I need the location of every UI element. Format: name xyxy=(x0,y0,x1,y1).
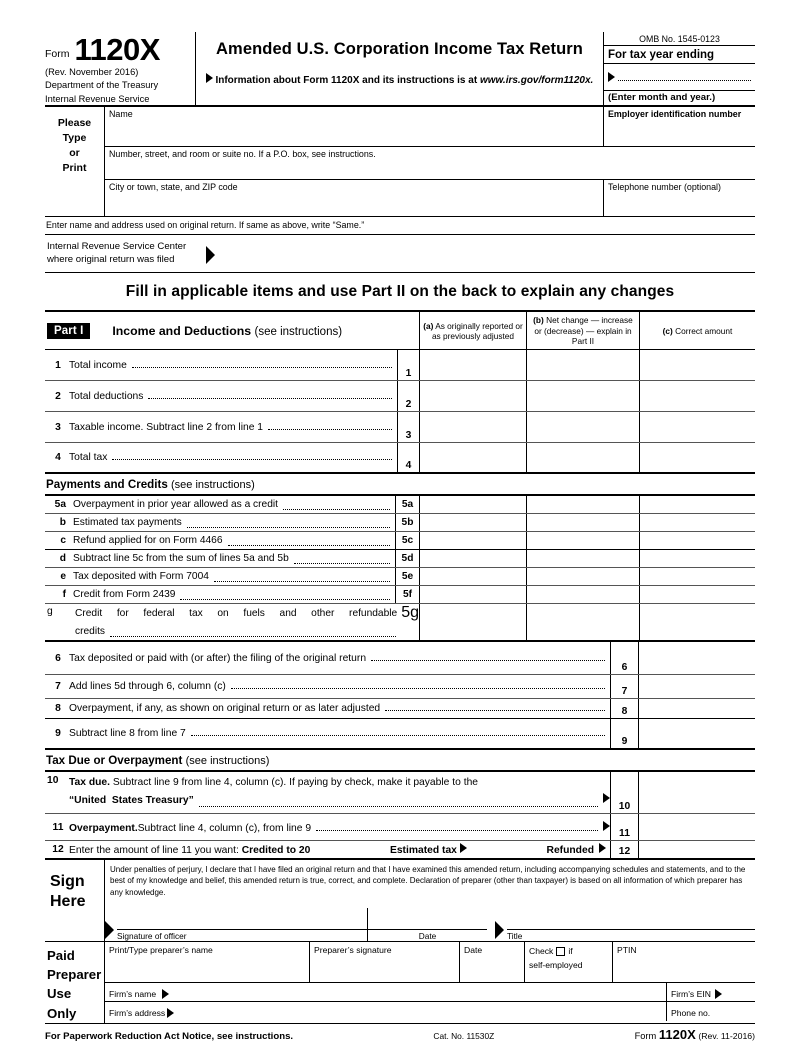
taxdue-title-note: (see instructions) xyxy=(185,755,270,768)
signature-row xyxy=(105,903,755,941)
line-5a-amount-c[interactable] xyxy=(639,496,755,513)
dot-leader xyxy=(371,660,605,661)
line-2-box: 2 xyxy=(397,381,419,411)
line-8-desc: Overpayment, if any, as shown on original return or as later adjusted xyxy=(69,703,381,715)
name-field[interactable]: Name xyxy=(109,108,133,119)
line-5d-desc: Subtract line 5c from the sum of lines 5a and 5b xyxy=(73,553,289,565)
table-row[interactable] xyxy=(45,350,755,381)
name-ein-row xyxy=(105,107,755,147)
line-5d-amount-b[interactable] xyxy=(526,550,639,567)
title-rule xyxy=(507,908,755,930)
ptin-field[interactable]: PTIN xyxy=(617,945,637,956)
line-5e-amount-c[interactable] xyxy=(639,568,755,585)
line-5g-amount-b[interactable] xyxy=(526,604,639,640)
irs-url-link[interactable]: www.irs.gov/form1120x. xyxy=(479,75,594,86)
paid-preparer-label xyxy=(45,942,105,1023)
dot-leader xyxy=(132,367,392,368)
table-row[interactable] xyxy=(45,443,755,474)
line-5a-amount-b[interactable] xyxy=(526,496,639,513)
right-triangle-icon xyxy=(105,921,114,939)
line-5a-desc: Overpayment in prior year allowed as a credit xyxy=(73,499,278,511)
line-5a-box: 5a xyxy=(395,496,419,513)
firm-address-label: Firm’s address xyxy=(109,1008,166,1019)
self-employed-label: self-employed xyxy=(529,959,583,970)
table-row[interactable] xyxy=(45,604,755,642)
line-5b-number: b xyxy=(59,517,66,529)
right-triangle-icon xyxy=(715,989,722,999)
table-row[interactable] xyxy=(45,412,755,443)
line-12-text: Enter the amount of line 11 you want: xyxy=(69,845,242,857)
firm-name-label: Firm’s name xyxy=(109,988,157,999)
line-4-amount-b[interactable] xyxy=(526,443,639,472)
line-5b-box: 5b xyxy=(395,514,419,531)
col-c-tag: (c) xyxy=(662,325,673,336)
line-10-number: 10 xyxy=(47,775,59,787)
table-row[interactable] xyxy=(45,586,755,604)
line-11-text: Subtract line 4, column (c), from line 9 xyxy=(137,822,312,834)
preparer-date-field[interactable]: Date xyxy=(460,942,525,982)
dept-treasury-line: Department of the Treasury xyxy=(45,80,159,91)
footer-form-word: Form xyxy=(634,1030,657,1041)
form-footer xyxy=(45,1024,755,1042)
right-triangle-icon xyxy=(206,73,213,83)
part1-lines xyxy=(45,350,755,474)
irs-line: Internal Revenue Service xyxy=(45,93,150,104)
line-9-number: 9 xyxy=(55,728,61,740)
original-return-note: Enter name and address used on original return. If same as above, write “Same.” xyxy=(46,219,365,230)
line-5f-amount-b[interactable] xyxy=(526,586,639,603)
line-2-amount-a[interactable] xyxy=(419,381,526,411)
print-label: Print xyxy=(62,162,87,175)
footer-form-number: 1120X xyxy=(658,1026,696,1042)
omb-block xyxy=(603,32,755,105)
irs-center-block[interactable] xyxy=(45,234,755,273)
dot-leader xyxy=(294,563,390,564)
line-1-amount-a[interactable] xyxy=(419,350,526,380)
form-number: 1120X xyxy=(74,32,160,67)
catalog-number: Cat. No. 11530Z xyxy=(433,1030,495,1041)
line-7-box: 7 xyxy=(610,675,638,698)
tax-year-ending-field[interactable] xyxy=(604,64,755,91)
table-row[interactable] xyxy=(45,642,755,675)
line-10-text: Subtract line 9 from line 4, column (c). If paying by check, make it payable to the xyxy=(110,777,479,789)
sign-here-label xyxy=(45,860,105,941)
name-address-block xyxy=(45,107,755,217)
right-triangle-icon xyxy=(206,246,215,264)
line-3-amount-c[interactable] xyxy=(639,412,755,442)
street-row xyxy=(105,147,755,180)
signature-of-officer-field[interactable] xyxy=(117,908,367,941)
dot-leader xyxy=(228,545,390,546)
dot-leader xyxy=(148,398,392,399)
line-1-box: 1 xyxy=(397,350,419,380)
signature-rule xyxy=(117,908,367,930)
line-3-box: 3 xyxy=(397,412,419,442)
dot-leader xyxy=(110,636,396,637)
enter-month-year-label: (Enter month and year.) xyxy=(608,91,716,103)
form-revision: (Rev. November 2016) xyxy=(45,67,139,77)
footer-revision: (Rev. 11-2016) xyxy=(698,1030,755,1041)
part1-chip: Part I xyxy=(47,323,90,339)
line-5c-number: c xyxy=(60,535,66,547)
right-triangle-icon xyxy=(599,843,606,853)
line-2-number: 2 xyxy=(55,390,61,402)
line-3-desc: Taxable income. Subtract line 2 from line 1 xyxy=(69,421,264,433)
part1-title-cell xyxy=(45,312,411,349)
phone-no-field[interactable]: Phone no. xyxy=(671,1008,711,1019)
line-5d-amount-c[interactable] xyxy=(639,550,755,567)
line-10-box: 10 xyxy=(610,772,638,813)
dot-leader xyxy=(199,806,598,807)
line-12-amount[interactable] xyxy=(638,841,755,858)
line-1-desc: Total income xyxy=(69,359,127,371)
line-5d-number: d xyxy=(59,553,66,565)
line-8-number: 8 xyxy=(55,703,61,715)
form-info-line xyxy=(196,73,603,86)
right-triangle-icon xyxy=(608,72,615,82)
line-7-amount[interactable] xyxy=(638,675,755,698)
column-header-b xyxy=(526,312,639,349)
line-4-amount-a[interactable] xyxy=(419,443,526,472)
line-2-desc: Total deductions xyxy=(69,390,144,402)
table-row[interactable] xyxy=(45,568,755,586)
line-5f-box: 5f xyxy=(395,586,419,603)
part1-title-text: Income and Deductions xyxy=(112,323,252,338)
table-row[interactable] xyxy=(45,772,755,814)
line-10-treasury: “United States Treasury” xyxy=(69,795,194,807)
line-5b-desc: Estimated tax payments xyxy=(73,517,182,529)
line-5g-amount-c[interactable] xyxy=(639,604,755,640)
line-5c-amount-a[interactable] xyxy=(419,532,526,549)
checkbox-icon[interactable] xyxy=(556,947,565,956)
signature-title-field[interactable] xyxy=(507,908,755,941)
line-5g-box: 5g xyxy=(401,604,419,622)
taxdue-title-text: Tax Due or Overpayment xyxy=(46,754,183,768)
tax-year-dotted-fill xyxy=(618,72,751,81)
signature-date-label: Date xyxy=(418,931,437,942)
line-5b-amount-c[interactable] xyxy=(639,514,755,531)
table-row[interactable] xyxy=(45,719,755,750)
paid-preparer-fields xyxy=(105,942,755,1023)
preparer-name-field[interactable]: Print/Type preparer’s name xyxy=(105,942,310,982)
table-row[interactable] xyxy=(45,699,755,719)
preparer-label-line2: Preparer xyxy=(47,967,102,983)
line-5d-box: 5d xyxy=(395,550,419,567)
dot-leader xyxy=(231,688,605,689)
taxdue-lines xyxy=(45,770,755,859)
irs-center-line2: where original return was filed xyxy=(47,254,175,266)
line-5g-desc-2: credits xyxy=(75,625,106,637)
table-row[interactable] xyxy=(45,496,755,514)
line-3-amount-a[interactable] xyxy=(419,412,526,442)
telephone-field[interactable]: Telephone number (optional) xyxy=(603,180,755,216)
table-row[interactable] xyxy=(45,514,755,532)
line-5b-amount-b[interactable] xyxy=(526,514,639,531)
date-rule xyxy=(368,908,487,930)
sign-here-block xyxy=(45,859,755,942)
line-12-estimated-tax[interactable]: Estimated tax xyxy=(389,845,457,857)
dot-leader xyxy=(187,527,390,528)
firm-address-row xyxy=(105,1002,755,1021)
table-row[interactable] xyxy=(45,381,755,412)
irs-center-line1: Internal Revenue Service Center xyxy=(47,240,187,252)
line-5g-amount-a[interactable] xyxy=(419,604,526,640)
line-6-box: 6 xyxy=(610,642,638,674)
part1-title-note: (see instructions) xyxy=(254,325,343,338)
dot-leader xyxy=(316,830,598,831)
signature-date-field[interactable] xyxy=(367,908,487,941)
dot-leader xyxy=(385,710,605,711)
please-label: Please xyxy=(57,116,92,129)
preparer-top-row xyxy=(105,942,755,983)
line-1-number: 1 xyxy=(55,359,61,371)
line-11-bold: Overpayment. xyxy=(69,822,138,834)
line-1-amount-c[interactable] xyxy=(639,350,755,380)
form-word-label: Form xyxy=(45,48,70,60)
firm-ein-label: Firm’s EIN xyxy=(671,988,711,999)
line-12-credited[interactable]: Credited to 20 xyxy=(241,845,311,857)
firm-name-field[interactable] xyxy=(105,983,667,1001)
dot-leader xyxy=(283,509,390,510)
firm-ein-field[interactable] xyxy=(667,983,755,1001)
line-12-number: 12 xyxy=(52,844,64,856)
right-triangle-icon xyxy=(162,989,169,999)
line-5a-number: 5a xyxy=(54,499,66,511)
part1-header-band xyxy=(45,310,755,350)
line-5d-amount-a[interactable] xyxy=(419,550,526,567)
paperwork-notice: For Paperwork Reduction Act Notice, see instructions. xyxy=(45,1030,294,1042)
line-5c-box: 5c xyxy=(395,532,419,549)
line-3-amount-b[interactable] xyxy=(526,412,639,442)
tax-year-ending-label: For tax year ending xyxy=(604,46,755,64)
col-a-tag: (a) xyxy=(423,320,434,331)
firm-address-field[interactable] xyxy=(105,1002,667,1021)
preparer-label-line1: Paid xyxy=(47,948,75,964)
line-5c-amount-b[interactable] xyxy=(526,532,639,549)
line-9-desc: Subtract line 8 from line 7 xyxy=(69,728,186,740)
line-5e-box: 5e xyxy=(395,568,419,585)
part1-title xyxy=(112,324,342,338)
line-4-desc: Total tax xyxy=(69,452,108,464)
line-5g-desc-1: Credit for federal tax on fuels and other refundable xyxy=(75,608,398,620)
dot-leader xyxy=(180,599,390,600)
line-5g-number: g xyxy=(47,606,53,618)
line-5e-amount-a[interactable] xyxy=(419,568,526,585)
line-7-desc: Add lines 5d through 6, column (c) xyxy=(69,681,226,693)
col-a-text: As originally reported or as previously adjusted xyxy=(431,320,523,342)
table-row[interactable] xyxy=(45,532,755,550)
line-5e-amount-b[interactable] xyxy=(526,568,639,585)
payments-title-text: Payments and Credits xyxy=(46,478,168,492)
line-5f-amount-c[interactable] xyxy=(639,586,755,603)
line-5c-desc: Refund applied for on Form 4466 xyxy=(73,535,223,547)
line-3-number: 3 xyxy=(55,421,61,433)
line-2-amount-c[interactable] xyxy=(639,381,755,411)
line-5a-amount-a[interactable] xyxy=(419,496,526,513)
line-6-number: 6 xyxy=(55,652,61,664)
col-b-tag: (b) xyxy=(533,315,544,326)
please-type-print-label xyxy=(45,107,105,216)
address-fields xyxy=(105,107,755,216)
form-identity-block xyxy=(45,32,195,105)
payments-lines xyxy=(45,494,755,642)
table-row[interactable] xyxy=(45,675,755,699)
city-phone-row xyxy=(105,180,755,216)
form-header xyxy=(45,32,755,107)
line-2-amount-b[interactable] xyxy=(526,381,639,411)
type-label: Type xyxy=(62,132,87,145)
sign-label-line1: Sign xyxy=(50,873,85,891)
city-state-zip-field[interactable]: City or town, state, and ZIP code xyxy=(109,181,238,192)
form-sheet xyxy=(45,32,755,1042)
linenum-col-spacer xyxy=(411,312,419,349)
line-1-amount-b[interactable] xyxy=(526,350,639,380)
line-5f-amount-a[interactable] xyxy=(419,586,526,603)
line-11-number: 11 xyxy=(52,821,64,833)
line-11-amount[interactable] xyxy=(638,814,755,840)
line-10-amount[interactable] xyxy=(638,772,755,813)
line-8-amount[interactable] xyxy=(638,699,755,718)
table-row[interactable] xyxy=(45,550,755,568)
line-11-box: 11 xyxy=(610,814,638,840)
line-5c-amount-c[interactable] xyxy=(639,532,755,549)
line-5e-desc: Tax deposited with Form 7004 xyxy=(73,571,209,583)
table-row[interactable] xyxy=(45,814,755,841)
line-4-box: 4 xyxy=(397,443,419,472)
self-employed-check-cell[interactable] xyxy=(525,942,613,982)
column-header-a xyxy=(419,312,526,349)
payments-title-note: (see instructions) xyxy=(171,479,255,492)
wide-lines-6-9 xyxy=(45,642,755,750)
street-field[interactable]: Number, street, and room or suite no. If a P.O. box, see instructions. xyxy=(109,148,376,159)
right-triangle-icon xyxy=(460,843,467,853)
line-12-box: 12 xyxy=(610,841,638,858)
taxdue-section-title xyxy=(45,750,755,770)
footer-form-id xyxy=(635,1027,755,1042)
line-9-box: 9 xyxy=(610,719,638,748)
payments-section-title xyxy=(45,474,755,494)
right-triangle-icon xyxy=(603,793,610,803)
form-title-block xyxy=(195,32,603,105)
line-7-number: 7 xyxy=(55,681,61,693)
preparer-signature-field[interactable]: Preparer’s signature xyxy=(310,942,460,982)
banner-instruction: Fill in applicable items and use Part II on the back to explain any changes xyxy=(125,283,675,301)
paid-preparer-block xyxy=(45,942,755,1024)
page-title: Amended U.S. Corporation Income Tax Return xyxy=(216,40,583,58)
right-triangle-icon xyxy=(603,821,610,831)
form-info-text: Information about Form 1120X and its instructions is at xyxy=(215,75,480,86)
col-b-text: Net change — increase or (decrease) — explain in Part II xyxy=(534,315,633,347)
line-10-bold: Tax due. xyxy=(69,777,111,789)
line-6-desc: Tax deposited or paid with (or after) the filing of the original return xyxy=(69,652,367,664)
dot-leader xyxy=(191,735,605,736)
if-label: if xyxy=(568,946,573,957)
ein-field[interactable]: Employer identification number xyxy=(603,107,755,146)
signature-title-label: Title xyxy=(507,931,523,942)
line-5f-number: f xyxy=(62,589,66,601)
check-label: Check xyxy=(529,946,554,957)
line-5f-desc: Credit from Form 2439 xyxy=(73,589,176,601)
dot-leader xyxy=(268,429,392,430)
table-row[interactable] xyxy=(45,841,755,859)
dot-leader xyxy=(112,459,392,460)
right-triangle-icon xyxy=(167,1008,174,1018)
dot-leader xyxy=(214,581,390,582)
column-header-c xyxy=(639,312,755,349)
sign-label-line2: Here xyxy=(50,893,86,911)
signature-of-officer-label: Signature of officer xyxy=(117,931,187,942)
line-5e-number: e xyxy=(60,571,66,583)
preparer-label-line3: Use Only xyxy=(47,986,77,1021)
sign-body xyxy=(105,860,755,941)
or-label: or xyxy=(69,147,80,160)
line-4-number: 4 xyxy=(55,452,61,464)
line-12-refunded[interactable]: Refunded xyxy=(546,845,594,857)
line-9-amount[interactable] xyxy=(638,719,755,748)
line-6-amount[interactable] xyxy=(638,642,755,674)
line-4-amount-c[interactable] xyxy=(639,443,755,472)
perjury-statement: Under penalties of perjury, I declare that I have filed an original return and that I have examined this amended return, including accompanying schedules and statements, and to the best of my knowledge and belief, this amended return is true, correct, and complete. Declaration of preparer (other than taxpayer) is based on all information of which preparer has any knowledge. xyxy=(110,865,746,897)
col-c-text: Correct amount xyxy=(675,325,733,336)
omb-number: OMB No. 1545-0123 xyxy=(604,32,755,46)
right-triangle-icon xyxy=(495,921,504,939)
firm-name-row xyxy=(105,983,755,1002)
line-8-box: 8 xyxy=(610,699,638,718)
line-5b-amount-a[interactable] xyxy=(419,514,526,531)
